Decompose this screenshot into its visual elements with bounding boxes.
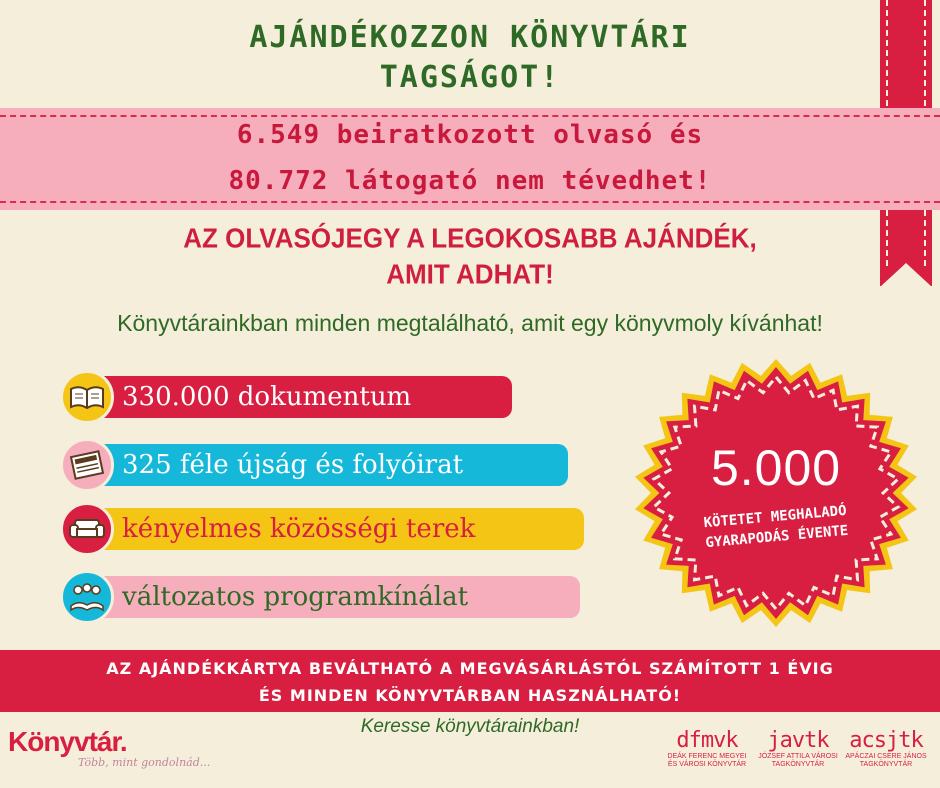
starburst-badge <box>628 357 924 629</box>
logo-tagline: Több, mint gondolnád... <box>78 756 211 769</box>
logo-brand: Könyvtár. <box>8 726 127 757</box>
partner-name: dfmvk <box>676 728 738 753</box>
subheading-line-1: AZ OLVASÓJEGY A LEGOKOSABB AJÁNDÉK, <box>183 222 757 254</box>
people-reading-icon <box>60 570 114 624</box>
search-invitation: Keresse könyvtárainkban! <box>360 716 580 737</box>
intro-text: Könyvtárainkban minden megtalálható, amit egy könyvmoly kívánhat! <box>117 310 823 336</box>
feature-newspapers <box>60 441 463 489</box>
stats-text <box>0 112 940 204</box>
badge-caption-line-1: KÖTETET MEGHALADÓ <box>703 502 848 532</box>
title-line-1: AJÁNDÉKOZZON KÖNYVTÁRI <box>249 20 691 55</box>
gift-card-notice <box>0 650 940 712</box>
partner-sub-2: TAGKÖNYVTÁR <box>771 761 825 768</box>
badge-caption-line-2: GYARAPODÁS ÉVENTE <box>704 522 849 552</box>
badge-number: 5.000 <box>710 440 842 496</box>
partner-logo-dfmvk <box>660 728 754 769</box>
partner-sub-1: DEÁK FERENC MEGYEI <box>667 753 747 760</box>
feature-label: 330.000 dokumentum <box>122 382 412 412</box>
feature-label: változatos programkínálat <box>122 582 469 612</box>
title-line-2: TAGSÁGOT! <box>379 60 561 95</box>
feature-programs <box>60 573 468 621</box>
notice-line-2: ÉS MINDEN KÖNYVTÁRBAN HASZNÁLHATÓ! <box>258 686 682 705</box>
page-title <box>0 18 940 98</box>
konyvtar-logo <box>8 726 211 769</box>
partner-logo-acsjtk <box>840 728 932 769</box>
feature-label: kényelmes közösségi terek <box>122 514 476 544</box>
subheading <box>0 220 940 291</box>
partner-name: acsjtk <box>849 728 923 753</box>
sofa-icon <box>60 502 114 556</box>
feature-community-spaces <box>60 505 475 553</box>
subheading-line-2: AMIT ADHAT! <box>386 258 554 290</box>
feature-documents <box>60 373 411 421</box>
stats-line-1: 6.549 beiratkozott olvasó és <box>236 120 704 150</box>
partner-sub-1: JÓZSEF ATTILA VÁROSI <box>758 753 838 760</box>
partner-sub-1: APÁCZAI CSERE JÁNOS <box>845 753 927 760</box>
stats-line-2: 80.772 látogató nem tévedhet! <box>228 166 712 196</box>
newspaper-icon <box>60 438 114 492</box>
partner-name: javtk <box>767 728 829 753</box>
partner-sub-2: TAGKÖNYVTÁR <box>859 761 913 768</box>
feature-label: 325 féle újság és folyóirat <box>122 450 464 480</box>
notice-line-1: AZ AJÁNDÉKKÁRTYA BEVÁLTHATÓ A MEGVÁSÁRLÁSTÓL SZÁMÍTOTT 1 ÉVIG <box>106 659 834 678</box>
partner-sub-2: ÉS VÁROSI KÖNYVTÁR <box>667 761 747 768</box>
partner-logo-javtk <box>758 728 838 769</box>
open-book-icon <box>60 370 114 424</box>
